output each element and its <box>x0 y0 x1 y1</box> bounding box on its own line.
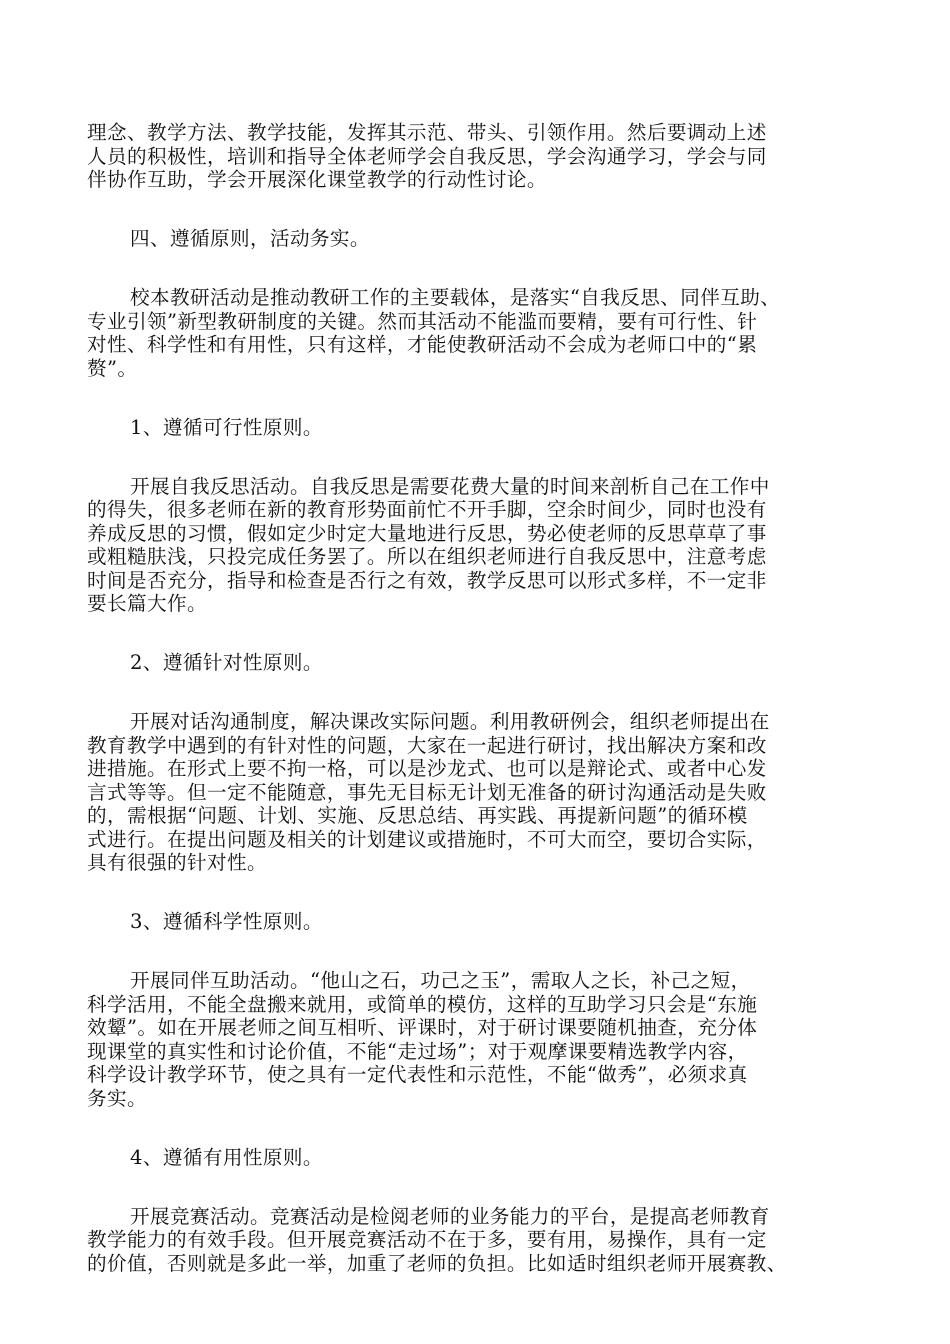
text-line: 现课堂的真实性和讨论价值，不能“走过场”；对于观摩课要精选教学内容， <box>87 1039 748 1063</box>
section-heading <box>87 910 867 934</box>
document-page <box>87 121 867 1275</box>
body-paragraph <box>87 121 867 192</box>
text-line: 开展对话沟通制度，解决课改实际问题。利用教研例会，组织老师提出在 <box>130 710 770 733</box>
body-paragraph <box>87 1205 867 1276</box>
text-line: 要长篇大作。 <box>87 592 207 615</box>
section-heading <box>87 651 867 675</box>
text-line: 4、遵循有用性原则。 <box>130 1145 323 1169</box>
section-heading <box>87 416 867 440</box>
text-line: 赘”。 <box>87 356 138 380</box>
text-line: 校本教研活动是推动教研工作的主要载体，是落实“自我反思、同伴互助、 <box>130 286 781 309</box>
text-line: 四、遵循原则，活动务实。 <box>130 227 370 250</box>
text-line: 或粗糙肤浅，只投完成任务罢了。所以在组织老师进行自我反思中，注意考虑 <box>87 545 767 568</box>
text-line: 务实。 <box>87 1086 147 1110</box>
text-line: 的得失，很多老师在新的教育形势面前忙不开手脚，空余时间少，同时也没有 <box>87 498 767 521</box>
body-paragraph <box>87 286 867 380</box>
text-line: 效颦”。如在开展老师之间互相听、评课时，对于研讨课要随机抽查，充分体 <box>87 1016 758 1039</box>
text-line: 开展竞赛活动。竞赛活动是检阅老师的业务能力的平台，是提高老师教育 <box>130 1204 770 1228</box>
text-line: 时间是否充分，指导和检查是否行之有效，教学反思可以形式多样，不一定非 <box>87 568 767 592</box>
body-paragraph <box>87 969 867 1110</box>
text-line: 教学能力的有效手段。但开展竞赛活动不在于多，要有用，易操作，具有一定 <box>87 1228 767 1251</box>
text-line: 专业引领”新型教研制度的关键。然而其活动不能滥而要精，要有可行性、针 <box>87 309 758 333</box>
text-line: 式进行。在提出问题及相关的计划建议或措施时，不可大而空，要切合实际， <box>87 827 767 851</box>
text-line: 伴协作互助，学会开展深化课堂教学的行动性讨论。 <box>87 168 547 191</box>
text-line: 1、遵循可行性原则。 <box>130 415 323 439</box>
text-line: 的价值，否则就是多此一举，加重了老师的负担。比如适时组织老师开展赛教、 <box>87 1251 787 1275</box>
section-heading <box>87 227 867 251</box>
text-line: 2、遵循针对性原则。 <box>130 651 323 674</box>
text-line: 人员的积极性，培训和指导全体老师学会自我反思，学会沟通学习，学会与同 <box>87 144 767 168</box>
text-line: 教育教学中遇到的有针对性的问题，大家在一起进行研讨，找出解决方案和改 <box>87 733 767 757</box>
section-heading <box>87 1146 867 1170</box>
text-line: 养成反思的习惯，假如定少时定大量地进行反思，势必使老师的反思草草了事 <box>87 521 767 545</box>
text-line: 科学设计教学环节，使之具有一定代表性和示范性，不能“做秀”，必须求真 <box>87 1063 748 1086</box>
text-line: 3、遵循科学性原则。 <box>130 910 323 933</box>
text-line: 对性、科学性和有用性，只有这样，才能使教研活动不会成为老师口中的“累 <box>87 333 758 356</box>
text-line: 科学活用，不能全盘搬来就用，或简单的模仿，这样的互助学习只会是“东施 <box>87 992 758 1016</box>
text-line: 开展同伴互助活动。“他山之石，功己之玉”，需取人之长，补己之短， <box>130 969 751 992</box>
text-line: 的，需根据“问题、计划、实施、反思总结、再实践、再提新问题”的循环模 <box>87 804 748 827</box>
text-line: 言式等等。但一定不能随意，事先无目标无计划无准备的研讨沟通活动是失败 <box>87 780 767 804</box>
text-line: 理念、教学方法、教学技能，发挥其示范、带头、引领作用。然后要调动上述 <box>87 121 767 144</box>
text-line: 开展自我反思活动。自我反思是需要花费大量的时间来剖析自己在工作中 <box>130 474 770 498</box>
text-line: 具有很强的针对性。 <box>87 851 267 874</box>
body-paragraph <box>87 475 867 616</box>
text-line: 进措施。在形式上要不拘一格，可以是沙龙式、也可以是辩论式、或者中心发 <box>87 757 767 780</box>
body-paragraph <box>87 710 867 875</box>
